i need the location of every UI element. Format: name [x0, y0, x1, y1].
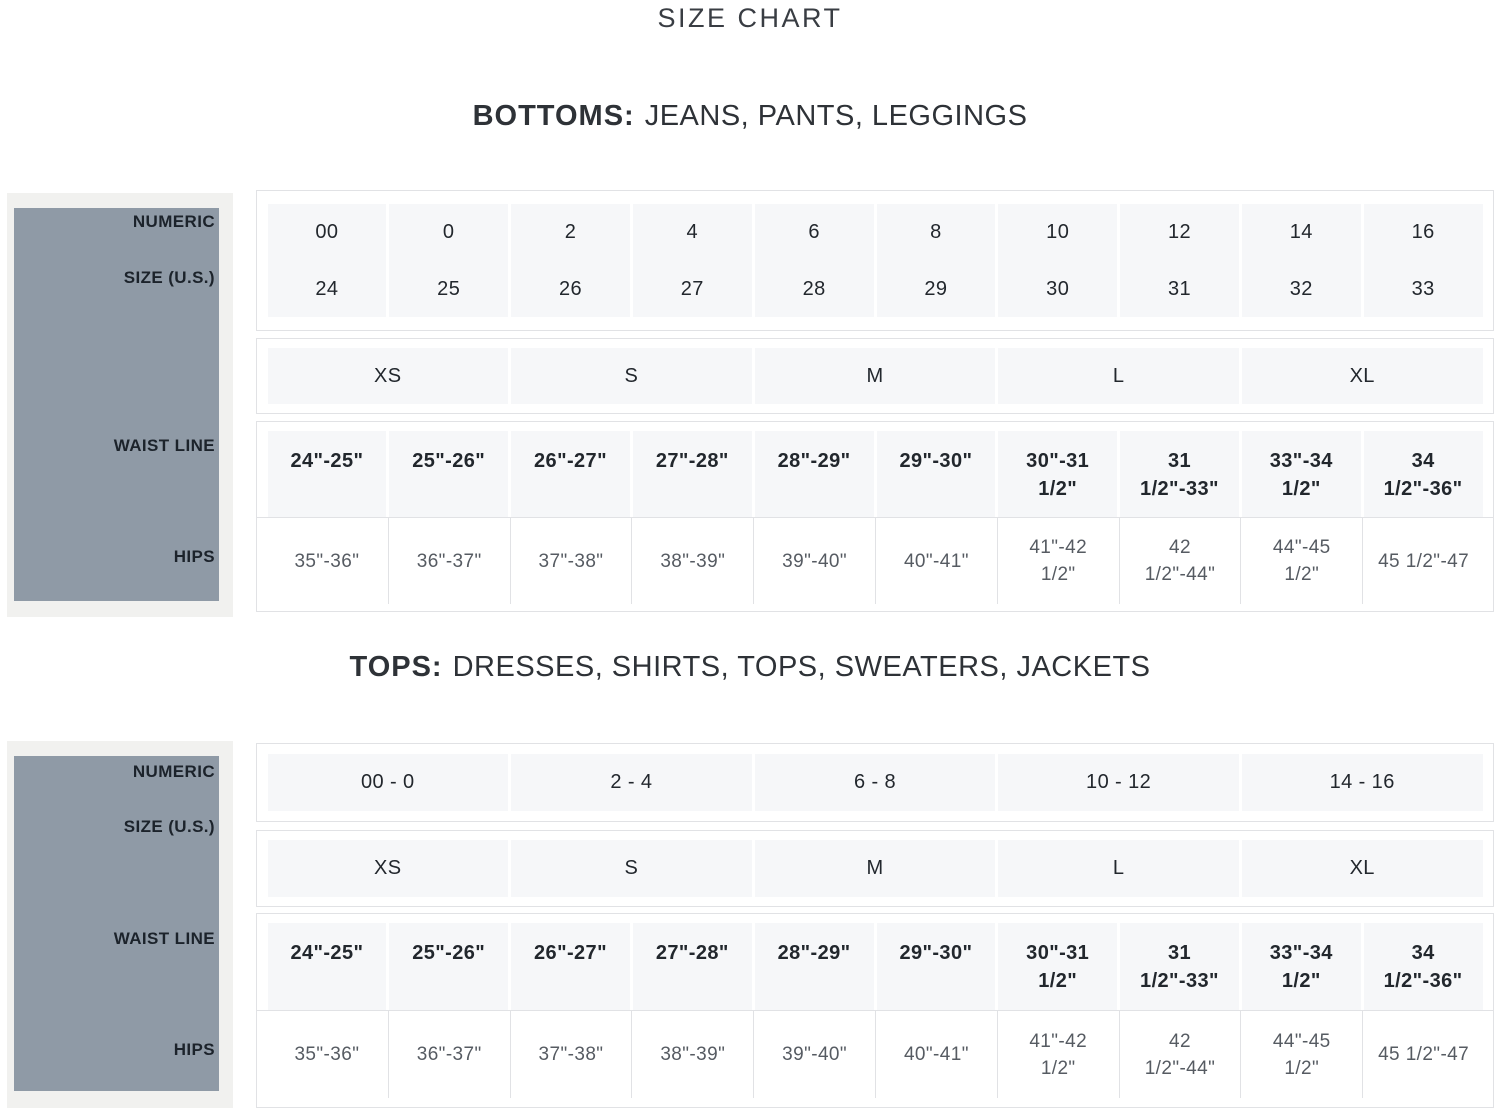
bottoms-sidebar-frame	[7, 193, 233, 617]
bottoms-hips-cell: 37"-38"	[510, 518, 632, 604]
bottoms-hips-cell: 36"-37"	[388, 518, 510, 604]
tops-sidebar-label-waist-line: WAIST LINE	[113, 929, 215, 948]
bottoms-waist-cell: 29"-30"	[877, 431, 996, 517]
bottoms-sidebar	[14, 208, 219, 601]
bottoms-sidebar-label-waist-line: WAIST LINE	[113, 436, 215, 455]
bottoms-hips-row	[257, 517, 1493, 613]
bottoms-numeric-size-cell: 8 29	[877, 204, 996, 317]
tops-numeric-size-row	[256, 743, 1494, 822]
bottoms-hips-cell: 38"-39"	[631, 518, 753, 604]
tops-sidebar-label-hips: HIPS	[173, 1040, 215, 1059]
bottoms-hips-cell: 42 1/2"-44"	[1119, 518, 1241, 604]
bottoms-letter-size-cell: L	[998, 348, 1239, 404]
tops-letter-size-cell: L	[998, 840, 1239, 897]
tops-hips-cell: 44"-45 1/2"	[1240, 1011, 1362, 1098]
tops-waist-cell: 30"-31 1/2"	[998, 923, 1117, 1010]
bottoms-waist-line-row	[257, 422, 1493, 517]
bottoms-heading-items: JEANS, PANTS, LEGGINGS	[644, 100, 1028, 132]
bottoms-hips-cell: 35"-36"	[266, 518, 388, 604]
bottoms-numeric-size-row	[256, 190, 1494, 331]
tops-hips-cell: 38"-39"	[631, 1011, 753, 1098]
tops-waist-cell: 28"-29"	[755, 923, 874, 1010]
bottoms-numeric-size-cell: 14 32	[1242, 204, 1361, 317]
bottoms-numeric-size-cell: 2 26	[511, 204, 630, 317]
bottoms-hips-cell: 44"-45 1/2"	[1240, 518, 1362, 604]
bottoms-heading-label: BOTTOMS:	[472, 100, 635, 132]
bottoms-waist-cell: 25"-26"	[389, 431, 508, 517]
bottoms-letter-size-cell: S	[511, 348, 752, 404]
tops-waist-cell: 33"-34 1/2"	[1242, 923, 1361, 1010]
bottoms-letter-size-cell: XL	[1242, 348, 1483, 404]
bottoms-hips-cell: 39"-40"	[753, 518, 875, 604]
tops-hips-cell: 36"-37"	[388, 1011, 510, 1098]
bottoms-numeric-size-cell: 00 24	[268, 204, 387, 317]
tops-hips-row	[257, 1010, 1493, 1107]
tops-waist-cell: 31 1/2"-33"	[1120, 923, 1239, 1010]
tops-waist-cell: 25"-26"	[389, 923, 508, 1010]
tops-hips-cell: 37"-38"	[510, 1011, 632, 1098]
tops-hips-cell: 40"-41"	[875, 1011, 997, 1098]
tops-letter-size-row	[256, 830, 1494, 907]
tops-waist-cell: 34 1/2"-36"	[1364, 923, 1483, 1010]
tops-waist-cell: 27"-28"	[633, 923, 752, 1010]
tops-numeric-size-cell: 6 - 8	[755, 754, 996, 811]
tops-heading	[0, 651, 1500, 684]
bottoms-waist-cell: 34 1/2"-36"	[1364, 431, 1483, 517]
bottoms-waist-cell: 30"-31 1/2"	[998, 431, 1117, 517]
tops-measurements-block	[256, 913, 1494, 1108]
bottoms-hips-cell: 45 1/2"-47	[1362, 518, 1484, 604]
bottoms-numeric-size-cell: 16 33	[1364, 204, 1483, 317]
bottoms-numeric-size-cell: 0 25	[389, 204, 508, 317]
tops-hips-cell: 45 1/2"-47	[1362, 1011, 1484, 1098]
tops-letter-size-cell: XL	[1242, 840, 1483, 897]
bottoms-hips-cell: 41"-42 1/2"	[997, 518, 1119, 604]
tops-waist-cell: 24"-25"	[268, 923, 387, 1010]
bottoms-numeric-size-cell: 4 27	[633, 204, 752, 317]
bottoms-letter-size-row	[256, 338, 1494, 414]
tops-waist-line-row	[257, 914, 1493, 1010]
tops-waist-cell: 29"-30"	[877, 923, 996, 1010]
bottoms-waist-cell: 27"-28"	[633, 431, 752, 517]
page-title: SIZE CHART	[657, 3, 843, 33]
bottoms-sidebar-label-hips: HIPS	[173, 547, 215, 566]
bottoms-letter-size-cell: M	[755, 348, 996, 404]
bottoms-numeric-size-cell: 6 28	[755, 204, 874, 317]
bottoms-waist-cell: 33"-34 1/2"	[1242, 431, 1361, 517]
bottoms-sidebar-label-size-us: SIZE (U.S.)	[123, 268, 215, 287]
bottoms-waist-cell: 28"-29"	[755, 431, 874, 517]
tops-sidebar-frame	[7, 741, 233, 1108]
bottoms-numeric-size-cell: 10 30	[998, 204, 1117, 317]
tops-heading-items: DRESSES, SHIRTS, TOPS, SWEATERS, JACKETS	[452, 651, 1151, 683]
tops-numeric-size-cell: 10 - 12	[998, 754, 1239, 811]
tops-hips-cell: 39"-40"	[753, 1011, 875, 1098]
tops-sidebar-label-size-us: SIZE (U.S.)	[123, 817, 215, 836]
tops-numeric-size-cell: 2 - 4	[511, 754, 752, 811]
bottoms-heading	[0, 100, 1500, 133]
tops-hips-cell: 41"-42 1/2"	[997, 1011, 1119, 1098]
tops-hips-cell: 42 1/2"-44"	[1119, 1011, 1241, 1098]
tops-letter-size-cell: M	[755, 840, 996, 897]
tops-hips-cell: 35"-36"	[266, 1011, 388, 1098]
tops-numeric-size-cell: 00 - 0	[268, 754, 509, 811]
bottoms-hips-cell: 40"-41"	[875, 518, 997, 604]
tops-sidebar-label-numeric: NUMERIC	[132, 762, 215, 781]
tops-waist-cell: 26"-27"	[511, 923, 630, 1010]
bottoms-measurements-block	[256, 421, 1494, 612]
bottoms-waist-cell: 24"-25"	[268, 431, 387, 517]
tops-letter-size-cell: XS	[268, 840, 509, 897]
tops-numeric-size-cell: 14 - 16	[1242, 754, 1483, 811]
bottoms-waist-cell: 26"-27"	[511, 431, 630, 517]
tops-letter-size-cell: S	[511, 840, 752, 897]
bottoms-numeric-size-cell: 12 31	[1120, 204, 1239, 317]
tops-heading-label: TOPS:	[349, 651, 443, 683]
bottoms-sidebar-label-numeric: NUMERIC	[132, 212, 215, 231]
bottoms-waist-cell: 31 1/2"-33"	[1120, 431, 1239, 517]
bottoms-letter-size-cell: XS	[268, 348, 509, 404]
